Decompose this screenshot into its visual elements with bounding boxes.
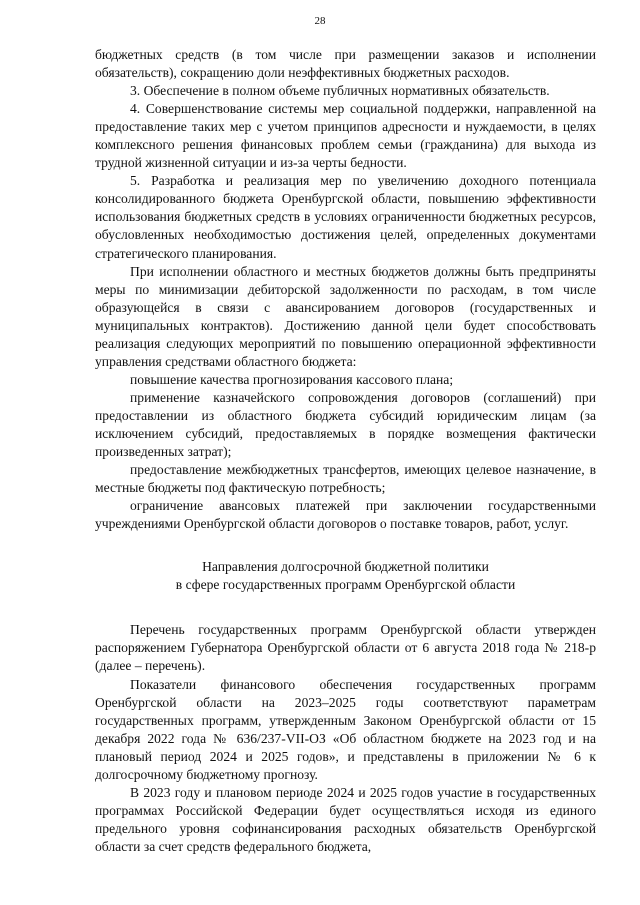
list-item-transfers: предоставление межбюджетных трансфертов, имеющих целевое назначение, в местные бюджеты под фактическую потребность; <box>95 462 596 496</box>
document-body <box>95 46 596 856</box>
paragraph-financial-indicators: Показатели финансового обеспечения государственных программ Оренбургской области на 2023–2025 годы соответствуют параметрам государственных программ, утвержденным Законом Оренбургской области от 15 декабря 2022 года № 636/237-VII-ОЗ «Об областном бюджете на 2023 год и на плановый период 2024 и 2025 годов», и представлены в приложении № 6 к долгосрочному бюджетному прогнозу. <box>95 676 596 782</box>
list-item-treasury-support: применение казначейского сопровождения договоров (соглашений) при предоставлении из областного бюджета субсидий юридическим лицам (за исключением субсидий, предоставляемых в порядке возмещения фактически произведенных затрат); <box>95 389 596 460</box>
paragraph-item-3: 3. Обеспечение в полном объеме публичных нормативных обязательств. <box>130 83 550 99</box>
paragraph-item-4: 4. Совершенствование системы мер социальной поддержки, направленной на предоставление таких мер с учетом принципов адресности и нуждаемости, в целях комплексного решения финансовых проблем семьи (гражданина) для выхода из трудной жизненной ситуации и из-за черты бедности. <box>95 101 596 171</box>
page-number: 28 <box>314 15 326 27</box>
paragraph-program-list: Перечень государственных программ Оренбургской области утвержден распоряжением Губернатора Оренбургской области от 6 августа 2018 года № 218-р (далее – перечень). <box>95 622 596 674</box>
section-heading-line-1: Направления долгосрочной бюджетной политики <box>202 559 489 575</box>
paragraph-continuation: бюджетных средств (в том числе при размещении заказов и исполнении обязательств), сокращению доли неэффективных бюджетных расходов. <box>95 47 596 81</box>
paragraph-federal-programs: В 2023 году и плановом периоде 2024 и 2025 годов участие в государственных программах Российской Федерации будет осуществляться исходя из единого предельного уровня софинансирования расходных обязательств Оренбургской области за счет средств федерального бюджета, <box>95 784 596 854</box>
paragraph-budget-execution: При исполнении областного и местных бюджетов должны быть предприняты меры по минимизации дебиторской задолженности по расходам, в том числе образующейся в связи с авансированием договоров (государственных и муниципальных контрактов). Достижению данной цели будет способствовать реализация следующих мероприятий по повышению операционной эффективности управления средствами областного бюджета: <box>95 263 596 369</box>
list-item-advance-payments: ограничение авансовых платежей при заключении государственными учреждениями Оренбургской области договоров о поставке товаров, работ, услуг. <box>95 498 596 532</box>
section-heading-line-2: в сфере государственных программ Оренбургской области <box>175 577 516 593</box>
list-item-forecasting: повышение качества прогнозирования кассового плана; <box>130 371 454 387</box>
paragraph-item-5: 5. Разработка и реализация мер по увеличению доходного потенциала консолидированного бюджета Оренбургской области, повышению эффективности использования бюджетных средств в условиях ограниченности бюджетных ресурсов, обусловленных необходимостью достижения целей, определенных документами стратегического планирования. <box>95 173 596 261</box>
